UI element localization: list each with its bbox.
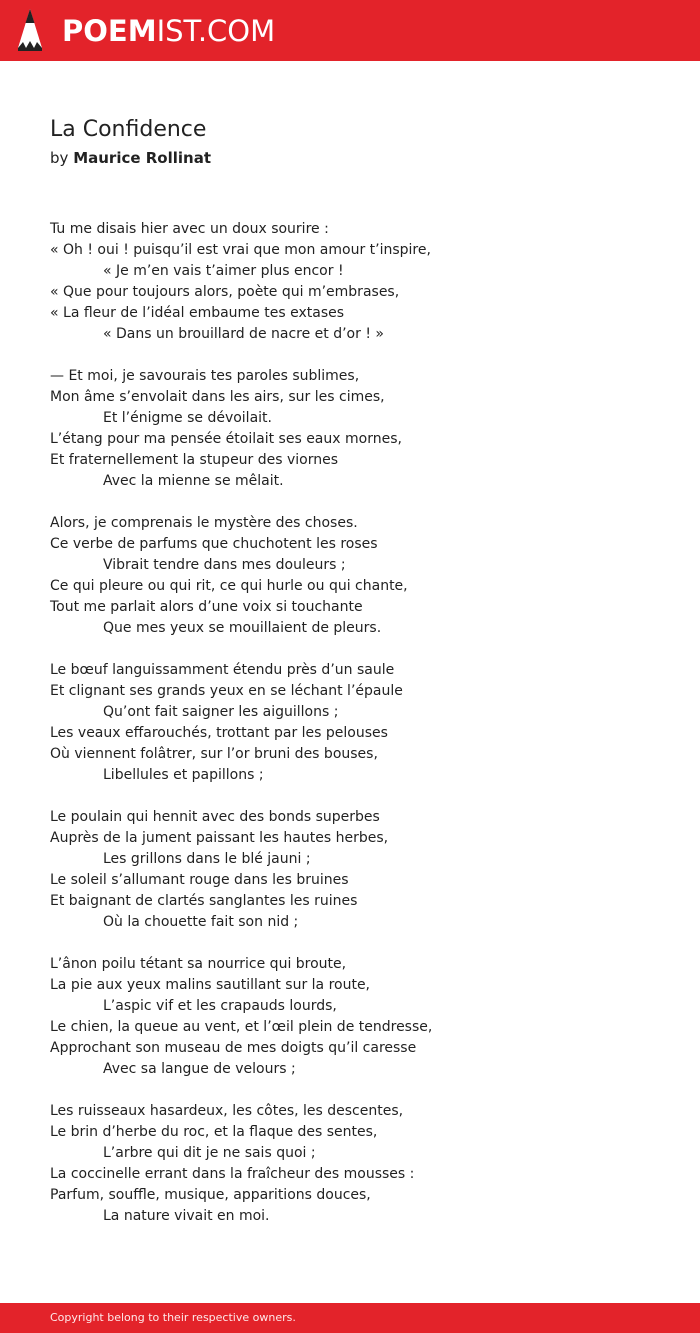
- poem-line: Alors, je comprenais le mystère des choses.: [50, 515, 358, 531]
- poem-line: Et baignant de clartés sanglantes les ruines: [50, 893, 358, 909]
- poem-line: Que mes yeux se mouillaient de pleurs.: [103, 620, 382, 636]
- stanza: [50, 513, 670, 639]
- site-brand[interactable]: [62, 13, 275, 49]
- poem-line: Où la chouette fait son nid ;: [103, 914, 299, 930]
- poem-body: [50, 219, 670, 1248]
- poem-line: Tu me disais hier avec un doux sourire :: [50, 221, 329, 237]
- copyright-text: Copyright belong to their respective owners.: [50, 1311, 296, 1324]
- author-name: Maurice Rollinat: [73, 149, 211, 167]
- poem-line: Approchant son museau de mes doigts qu’il caresse: [50, 1040, 417, 1056]
- brand-light: IST.COM: [156, 14, 276, 48]
- poem-line: La nature vivait en moi.: [103, 1208, 270, 1224]
- poem-line: — Et moi, je savourais tes paroles sublimes,: [50, 368, 360, 384]
- poem-line: Avec sa langue de velours ;: [103, 1061, 296, 1077]
- poem-line: Ce verbe de parfums que chuchotent les roses: [50, 536, 378, 552]
- poem-line: Les grillons dans le blé jauni ;: [103, 851, 311, 867]
- poem-line: La coccinelle errant dans la fraîcheur des mousses :: [50, 1166, 415, 1182]
- poem-line: Et clignant ses grands yeux en se léchant l’épaule: [50, 683, 403, 699]
- poem-line: L’arbre qui dit je ne sais quoi ;: [103, 1145, 316, 1161]
- poem-line: L’aspic vif et les crapauds lourds,: [103, 998, 337, 1014]
- brand-strong: POEM: [62, 14, 157, 48]
- byline: [50, 149, 211, 167]
- poem-line: L’étang pour ma pensée étoilait ses eaux mornes,: [50, 431, 402, 447]
- by-label: by: [50, 149, 69, 167]
- poem-line: L’ânon poilu tétant sa nourrice qui broute,: [50, 956, 347, 972]
- poem-title: La Confidence: [50, 117, 207, 142]
- stanza: [50, 219, 670, 345]
- site-footer: [0, 1303, 700, 1333]
- poem-line: Les ruisseaux hasardeux, les côtes, les descentes,: [50, 1103, 404, 1119]
- poem-line: Mon âme s’envolait dans les airs, sur les cimes,: [50, 389, 385, 405]
- stanza: [50, 1101, 670, 1227]
- poem-line: Le bœuf languissamment étendu près d’un saule: [50, 662, 395, 678]
- poem-line: Le soleil s’allumant rouge dans les bruines: [50, 872, 349, 888]
- poem-line: Et fraternellement la stupeur des viornes: [50, 452, 339, 468]
- poem-line: « Je m’en vais t’aimer plus encor !: [103, 263, 344, 279]
- poem-line: Avec la mienne se mêlait.: [103, 473, 284, 489]
- pencil-tip-icon[interactable]: [16, 8, 44, 52]
- poem-line: Vibrait tendre dans mes douleurs ;: [103, 557, 346, 573]
- poem-line: « Oh ! oui ! puisqu’il est vrai que mon amour t’inspire,: [50, 242, 431, 258]
- poem-line: « Dans un brouillard de nacre et d’or ! »: [103, 326, 384, 342]
- poem-line: Libellules et papillons ;: [103, 767, 264, 783]
- poem-line: Le chien, la queue au vent, et l’œil plein de tendresse,: [50, 1019, 433, 1035]
- poem-line: « Que pour toujours alors, poète qui m’embrases,: [50, 284, 400, 300]
- poem-line: La pie aux yeux malins sautillant sur la route,: [50, 977, 371, 993]
- stanza: [50, 807, 670, 933]
- poem-line: Et l’énigme se dévoilait.: [103, 410, 272, 426]
- poem-line: Parfum, souffle, musique, apparitions douces,: [50, 1187, 371, 1203]
- poem-line: Les veaux effarouchés, trottant par les pelouses: [50, 725, 388, 741]
- poem-line: « La fleur de l’idéal embaume tes extases: [50, 305, 345, 321]
- poem-line: Tout me parlait alors d’une voix si touchante: [50, 599, 363, 615]
- poem-line: Où viennent folâtrer, sur l’or bruni des bouses,: [50, 746, 378, 762]
- poem-line: Qu’ont fait saigner les aiguillons ;: [103, 704, 339, 720]
- poem-line: Le brin d’herbe du roc, et la flaque des sentes,: [50, 1124, 378, 1140]
- poem-line: Le poulain qui hennit avec des bonds superbes: [50, 809, 380, 825]
- poem-line: Auprès de la jument paissant les hautes herbes,: [50, 830, 389, 846]
- stanza: [50, 366, 670, 492]
- stanza: [50, 660, 670, 786]
- poem-line: Ce qui pleure ou qui rit, ce qui hurle ou qui chante,: [50, 578, 408, 594]
- stanza: [50, 954, 670, 1080]
- site-header: [0, 0, 700, 61]
